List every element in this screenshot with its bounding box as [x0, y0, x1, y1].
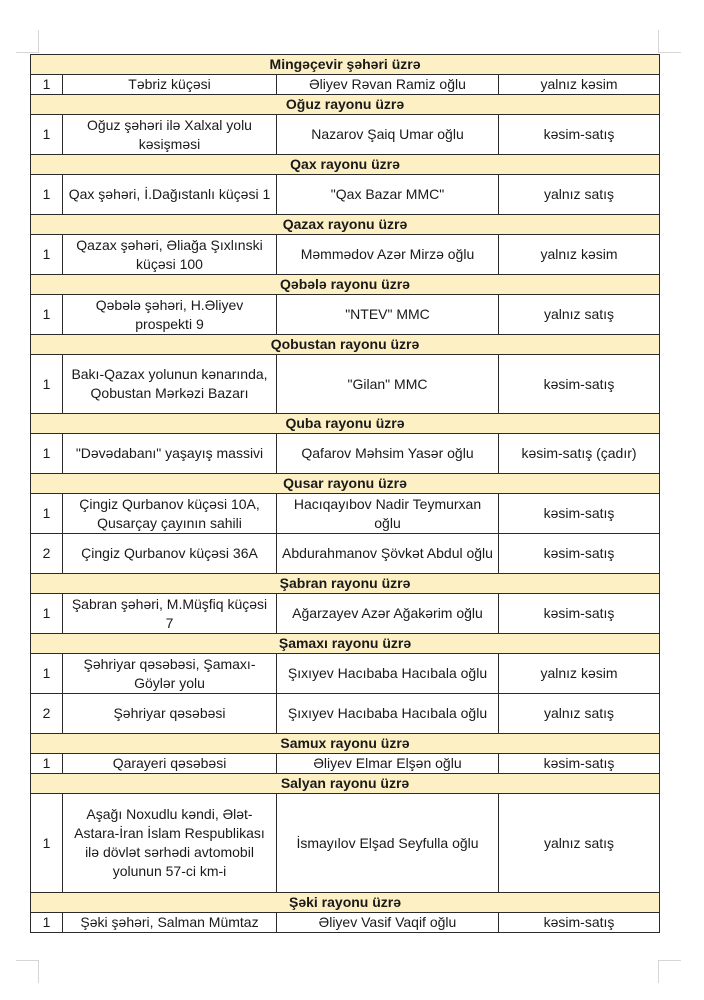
section-title: Qazax rayonu üzrə	[31, 215, 660, 235]
address-cell: Qax şəhəri, İ.Dağıstanlı küçəsi 1	[63, 175, 277, 215]
row-number-cell: 1	[31, 355, 63, 414]
activity-type-cell: kəsim-satış	[499, 115, 660, 155]
row-number-cell: 1	[31, 75, 63, 95]
table-row	[31, 913, 660, 933]
owner-cell: Hacıqayıbov Nadir Teymurxan oğlu	[277, 494, 499, 534]
owner-cell: Abdurahmanov Şövkət Abdul oğlu	[277, 534, 499, 574]
table-row	[31, 175, 660, 215]
section-title: Oğuz rayonu üzrə	[31, 95, 660, 115]
section-title: Qobustan rayonu üzrə	[31, 335, 660, 355]
page-corner-mark	[658, 960, 681, 983]
table-row	[31, 594, 660, 634]
table-row	[31, 534, 660, 574]
owner-cell: Qafarov Məhsim Yasər oğlu	[277, 434, 499, 474]
address-cell: Aşağı Noxudlu kəndi, Ələt-Astara-İran İslam Respublikası ilə dövlət sərhədi avtomobil yolunun 57-ci km-i	[63, 794, 277, 893]
owner-cell: Əliyev Rəvan Ramiz oğlu	[277, 75, 499, 95]
activity-type-cell: kəsim-satış	[499, 913, 660, 933]
section-title: Mingəçevir şəhəri üzrə	[31, 55, 660, 75]
activity-type-cell: yalnız satış	[499, 175, 660, 215]
row-number-cell: 1	[31, 754, 63, 774]
address-cell: Şəki şəhəri, Salman Mümtaz	[63, 913, 277, 933]
section-title: Şamaxı rayonu üzrə	[31, 634, 660, 654]
row-number-cell: 1	[31, 594, 63, 634]
row-number-cell: 1	[31, 235, 63, 275]
section-header-row	[31, 734, 660, 754]
owner-cell: İsmayılov Elşad Seyfulla oğlu	[277, 794, 499, 893]
section-title: Quba rayonu üzrə	[31, 414, 660, 434]
row-number-cell: 1	[31, 794, 63, 893]
row-number-cell: 1	[31, 115, 63, 155]
table-row	[31, 494, 660, 534]
table-row	[31, 355, 660, 414]
owner-cell: Məmmədov Azər Mirzə oğlu	[277, 235, 499, 275]
row-number-cell: 1	[31, 494, 63, 534]
table-row	[31, 75, 660, 95]
activity-type-cell: kəsim-satış	[499, 355, 660, 414]
activity-type-cell: kəsim-satış	[499, 754, 660, 774]
section-title: Şəki rayonu üzrə	[31, 893, 660, 913]
locations-table	[30, 54, 660, 933]
address-cell: "Dəvədabanı" yaşayış massivi	[63, 434, 277, 474]
section-header-row	[31, 893, 660, 913]
row-number-cell: 2	[31, 694, 63, 734]
owner-cell: "Gilan" MMC	[277, 355, 499, 414]
owner-cell: Əliyev Elmar Elşən oğlu	[277, 754, 499, 774]
section-header-row	[31, 634, 660, 654]
page-corner-mark	[658, 30, 681, 53]
section-header-row	[31, 474, 660, 494]
address-cell: Bakı-Qazax yolunun kənarında, Qobustan Mərkəzi Bazarı	[63, 355, 277, 414]
table-row	[31, 654, 660, 694]
address-cell: Şəhriyar qəsəbəsi, Şamaxı-Göylər yolu	[63, 654, 277, 694]
activity-type-cell: kəsim-satış	[499, 594, 660, 634]
section-header-row	[31, 414, 660, 434]
page-corner-mark	[16, 30, 39, 53]
row-number-cell: 1	[31, 175, 63, 215]
activity-type-cell: yalnız kəsim	[499, 654, 660, 694]
section-header-row	[31, 55, 660, 75]
section-header-row	[31, 774, 660, 794]
owner-cell: Əliyev Vasif Vaqif oğlu	[277, 913, 499, 933]
address-cell: Qazax şəhəri, Əliağa Şıxlınski küçəsi 100	[63, 235, 277, 275]
activity-type-cell: kəsim-satış (çadır)	[499, 434, 660, 474]
activity-type-cell: yalnız kəsim	[499, 235, 660, 275]
activity-type-cell: yalnız satış	[499, 295, 660, 335]
section-title: Salyan rayonu üzrə	[31, 774, 660, 794]
table-row	[31, 235, 660, 275]
page-corner-mark	[16, 960, 39, 983]
owner-cell: "Qax Bazar MMC"	[277, 175, 499, 215]
row-number-cell: 1	[31, 654, 63, 694]
address-cell: Qəbələ şəhəri, H.Əliyev prospekti 9	[63, 295, 277, 335]
section-header-row	[31, 215, 660, 235]
address-cell: Çingiz Qurbanov küçəsi 10A, Qusarçay çayının sahili	[63, 494, 277, 534]
table-row	[31, 754, 660, 774]
owner-cell: "NTEV" MMC	[277, 295, 499, 335]
section-title: Qusar rayonu üzrə	[31, 474, 660, 494]
row-number-cell: 1	[31, 913, 63, 933]
activity-type-cell: yalnız satış	[499, 794, 660, 893]
owner-cell: Ağarzayev Azər Ağakərim oğlu	[277, 594, 499, 634]
owner-cell: Şıxıyev Hacıbaba Hacıbala oğlu	[277, 654, 499, 694]
section-header-row	[31, 335, 660, 355]
table-row	[31, 115, 660, 155]
row-number-cell: 1	[31, 295, 63, 335]
table-row	[31, 434, 660, 474]
table-row	[31, 694, 660, 734]
section-header-row	[31, 155, 660, 175]
table-row	[31, 794, 660, 893]
address-cell: Şabran şəhəri, M.Müşfiq küçəsi 7	[63, 594, 277, 634]
row-number-cell: 2	[31, 534, 63, 574]
section-title: Şabran rayonu üzrə	[31, 574, 660, 594]
section-title: Qəbələ rayonu üzrə	[31, 275, 660, 295]
owner-cell: Şıxıyev Hacıbaba Hacıbala oğlu	[277, 694, 499, 734]
section-title: Qax rayonu üzrə	[31, 155, 660, 175]
address-cell: Təbriz küçəsi	[63, 75, 277, 95]
activity-type-cell: kəsim-satış	[499, 534, 660, 574]
table-row	[31, 295, 660, 335]
owner-cell: Nazarov Şaiq Umar oğlu	[277, 115, 499, 155]
row-number-cell: 1	[31, 434, 63, 474]
activity-type-cell: kəsim-satış	[499, 494, 660, 534]
address-cell: Qarayeri qəsəbəsi	[63, 754, 277, 774]
activity-type-cell: yalnız kəsim	[499, 75, 660, 95]
section-header-row	[31, 95, 660, 115]
section-header-row	[31, 574, 660, 594]
address-cell: Şəhriyar qəsəbəsi	[63, 694, 277, 734]
section-header-row	[31, 275, 660, 295]
address-cell: Çingiz Qurbanov küçəsi 36A	[63, 534, 277, 574]
address-cell: Oğuz şəhəri ilə Xalxal yolu kəsişməsi	[63, 115, 277, 155]
activity-type-cell: yalnız satış	[499, 694, 660, 734]
section-title: Samux rayonu üzrə	[31, 734, 660, 754]
